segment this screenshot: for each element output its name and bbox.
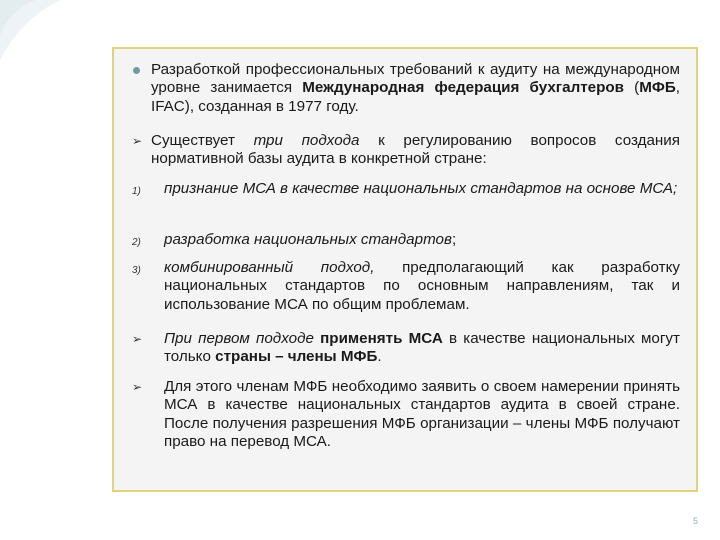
text-segment: разработка национальных стандартов	[164, 231, 452, 248]
text-segment: комбинированный подход,	[164, 259, 375, 276]
corner-decoration	[0, 0, 90, 90]
arrow-bullet-icon: ➢	[132, 332, 143, 346]
text-segment: Существует	[151, 132, 254, 149]
text-segment: признание МСА в качестве национальных стандартов на основе МСА;	[164, 180, 678, 197]
text-segment: страны – члены МФБ	[215, 348, 378, 366]
item-text	[164, 330, 680, 367]
text-segment: Для этого членам МФБ необходимо заявить о своем намерении принять МСА в качестве национальных стандартов аудита в своей стране. После получения разрешения МФБ организации – члены МФБ получают право на перевод МСА.	[164, 378, 680, 451]
text-segment: .	[377, 348, 382, 366]
list-number: 3)	[132, 265, 141, 276]
text-segment: к регулированию вопросов создания нормативной базы аудита в конкретной стране:	[151, 132, 680, 168]
arrow-bullet-icon: ➢	[132, 380, 143, 394]
text-segment: предполагающий как разработку национальных стандартов по основным направлениям, так и использование МСА по общим проблемам.	[164, 259, 681, 313]
text-segment: (	[624, 79, 640, 97]
list-number: 1)	[132, 186, 141, 197]
text-segment: в качестве национальных могут только	[164, 330, 680, 366]
text-segment: , IFAC), созданная в 1977 году.	[151, 79, 680, 115]
item-text	[164, 180, 680, 198]
item-text	[164, 259, 680, 314]
arrow-bullet-icon: ➢	[132, 134, 143, 148]
text-segment: ;	[451, 231, 457, 248]
item-text	[164, 231, 680, 249]
text-segment: МФБ	[639, 79, 676, 97]
bullet-dot-icon	[133, 67, 140, 74]
text-segment: Разработкой профессиональных требований к аудиту на международном уровне занимается	[151, 61, 680, 97]
text-segment: При первом подходе	[164, 330, 314, 347]
text-segment: применять МСА	[320, 330, 443, 347]
page-number: 5	[692, 516, 698, 526]
item-text	[164, 378, 680, 452]
list-number: 2)	[132, 237, 141, 248]
item-text	[151, 61, 680, 116]
item-text	[151, 132, 680, 169]
content-frame	[112, 47, 698, 492]
text-segment: Международная федерация бухгалтеров	[302, 79, 624, 97]
text-segment: три подхода	[253, 132, 360, 149]
